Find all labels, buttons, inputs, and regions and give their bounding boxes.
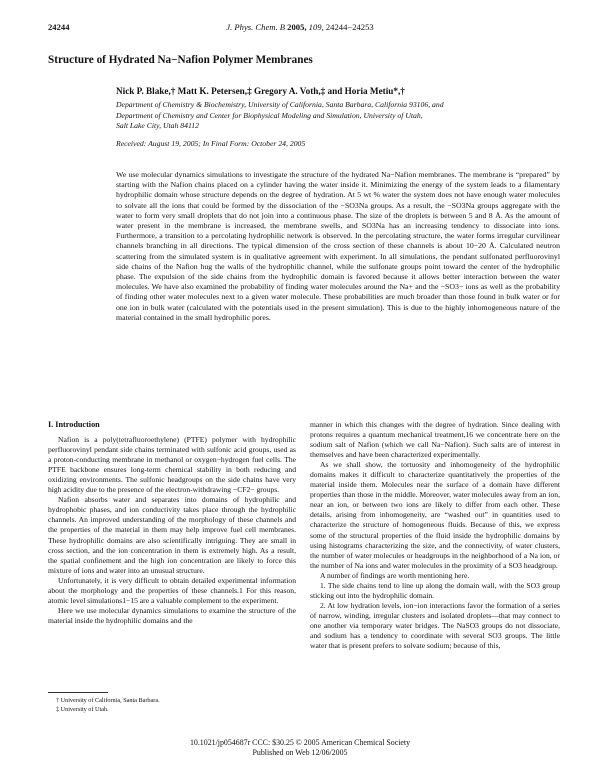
journal-year: 2005,: [287, 22, 307, 32]
author-list: Nick P. Blake,† Matt K. Petersen,‡ Gregory A. Voth,‡ and Horia Metiu*,†: [116, 86, 405, 96]
affiliations: [116, 100, 556, 132]
footnote: ‡ University of Utah.: [56, 705, 109, 713]
paragraph: 1. The side chains tend to line up along the domain wall, with the SO3 group sticking out into the hydrophilic domain.: [310, 580, 560, 600]
footnote-rule: [48, 692, 108, 693]
journal-citation: [0, 22, 600, 32]
paragraph: manner in which this changes with the degree of hydration. Since dealing with protons requires a quantum mechanical treatment,16 we concentrate here on the sodium salt of Nafion (which we call Na−Nafion). Such salts are of interest in themselves and have been characterized experimentally.: [310, 420, 560, 460]
left-column: [48, 420, 296, 626]
running-header: [0, 22, 600, 36]
paragraph: A number of findings are worth mentioning here.: [320, 570, 470, 580]
doi-line: 10.1021/jp054687r CCC: $30.25 © 2005 American Chemical Society: [189, 738, 411, 747]
footnotes: [56, 697, 296, 714]
paragraph: Unfortunately, it is very difficult to obtain detailed experimental information about the morphology and the properties of these channels.1 For this reason, atomic level simulations1−15 are a valuable complement to the experiment.: [48, 575, 296, 605]
affiliation-line-1: Department of Chemistry & Biochemistry, University of California, Santa Barbara, California 93106, and: [116, 100, 444, 109]
affiliation-line-3: Salt Lake City, Utah 84112: [116, 121, 199, 130]
article-title: Structure of Hydrated Na−Nafion Polymer Membranes: [48, 54, 313, 66]
section-heading: I. Introduction: [48, 420, 100, 429]
paragraph: Nafion absorbs water and separates into domains of hydrophilic and hydrophobic phases, and ion conductivity takes place through the hydrophilic channels. An improved understanding of the morphology of these channels and the properties of the material in them may help improve fuel cell membranes. These hydrophilic domains are also scientifically intriguing. They are small in cross section, and the ion concentration in them is extremely high. As a result, the spatial confinement and the high ion concentration are likely to force this mixture of ions and water into an unusual structure.: [48, 495, 296, 575]
footnote: † University of California, Santa Barbara.: [56, 697, 160, 704]
received-dates: Received: August 19, 2005; In Final Form: October 24, 2005: [116, 139, 306, 148]
paragraph: Here we use molecular dynamics simulations to examine the structure of the material inside the hydrophilic domains and the: [48, 605, 296, 625]
journal-name: J. Phys. Chem. B: [226, 22, 286, 32]
doi-footer: [0, 738, 600, 757]
page-number: 24244: [48, 22, 70, 32]
published-line: Published on Web 12/06/2005: [252, 747, 348, 757]
paragraph: Nafion is a poly(tetrafluoroethylene) (PTFE) polymer with hydrophilic perfluorovinyl pendant side chains terminated with sulfonic acid groups, used as a proton-conducting membrane in methanol or oxygen−hydrogen fuel cells. The PTFE backbone ensures long-term chemical stability in both reducing and oxidizing environments. The sulfonic headgroups on the side chains have very high acidity due to the presence of the electron-withdrawing −CF2− groups.: [48, 435, 296, 495]
paragraph: As we shall show, the tortuosity and inhomogeneity of the hydrophilic domains makes it difficult to characterize quantitatively the properties of the material inside them. Molecules near the surface of a domain have different properties than those in the middle. Moreover, water molecules away from an ion, near an ion, or between two ions are likely to differ from each other. These details, arising from inhomogeneity, are “washed out” in quantities used to characterize the structure of homogeneous fluids. Because of this, we express some of the structural properties of the fluid inside the hydrophilic domains by using histograms characterizing the size, and the connectivity, of water clusters, the number of water molecules or headgroups in the neighborhood of a Na ion, or the number of Na ions and water molecules in the proximity of a SO3 headgroup.: [310, 460, 560, 570]
right-column: [310, 420, 560, 651]
paragraph: 2. At low hydration levels, ion−ion interactions favor the formation of a series of narrow, winding, irregular clusters and isolated droplets—that may connect to one another via temporary water bridges. The NaSO3 groups do not dissociate, and sodium has a tendency to coordinate with several SO3 groups. The little water that is present prefers to solvate sodium; because of this,: [310, 600, 560, 651]
affiliation-line-2: Department of Chemistry and Center for Biophysical Modeling and Simulation, University of Utah,: [116, 110, 423, 120]
journal-volume: 109,: [308, 22, 324, 32]
journal-pages: 24244−24253: [325, 22, 374, 32]
abstract: We use molecular dynamics simulations to investigate the structure of the hydrated Na−Nafion membranes. The membrane is “prepared” by starting with the Nafion chains placed on a cylinder having the water inside it. Minimizing the energy of the system leads to a filamentary hydrophilic domain whose structure depends on the degree of hydration. At 5 wt % water the system does not have enough water molecules to solvate all the ions that could be formed by the dissociation of the −SO3Na groups. As a result, the −SO3Na groups aggregate with the water to form very small droplets that do not join into a continuous phase. The size of the droplets is between 5 and 8 Å. As the amount of water present in the membrane is increased, the membrane swells, and SO3Na has an increasing tendency to dissociate into ions. Furthermore, a transition to a percolating hydrophilic network is observed. In the percolating structure, the water forms irregular curvilinear channels branching in all directions. The typical dimension of the cross section of these channels is about 10−20 Å. Calculated neutron scattering from the simulated system is in qualitative agreement with experiment. In all simulations, the pendant sulfonated perfluorovinyl side chains of the Nafion hug the walls of the hydrophilic channel, while the sulfonate groups point toward the center of the hydrophilic phase. The expulsion of the side chains from the hydrophilic domain is favored because it allows better interaction between the water molecules. We have also examined the probability of finding water molecules around the Na+ and the −SO3− ions as well as the probability of finding other water molecules next to a given water molecule. These probabilities are much broader than those found in bulk water or for one ion in bulk water (calculated with the potentials used in the present simulation). This is due to the highly inhomogeneous nature of the material contained in the small hydrophilic pores.: [116, 170, 560, 322]
